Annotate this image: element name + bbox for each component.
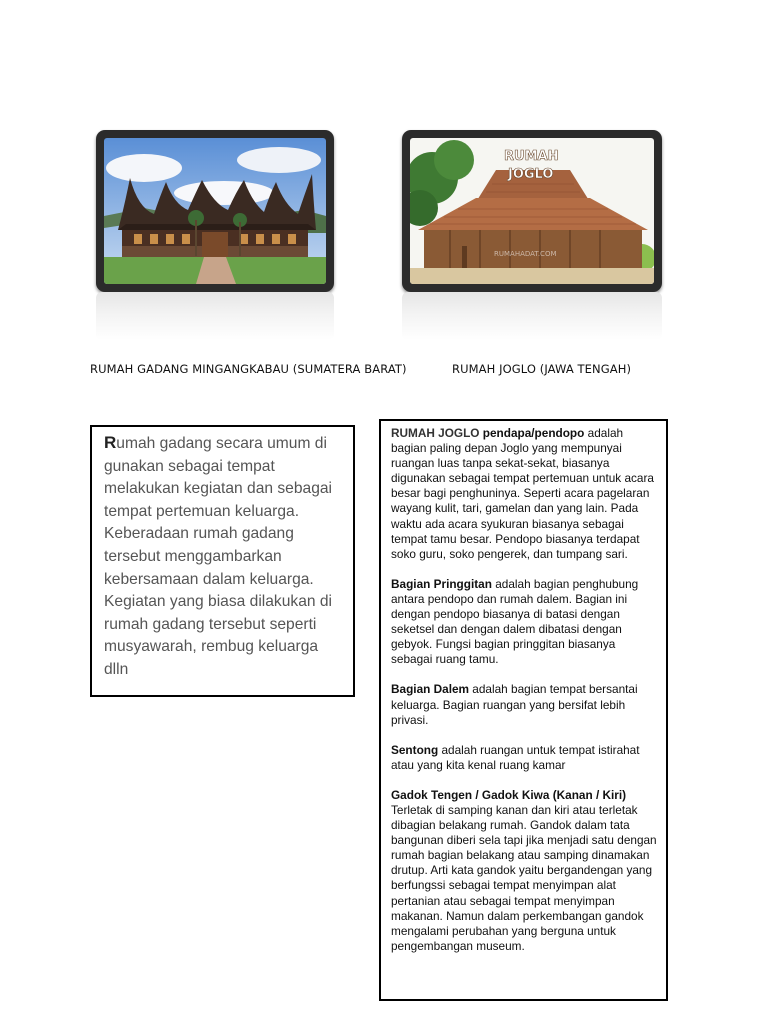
paragraph-dalem — [391, 682, 658, 727]
joglo-overlay-line1: RUMAH — [504, 149, 559, 164]
watermark-text: RUMAHADAT.COM — [494, 250, 557, 258]
rumah-gadang-illustration — [104, 138, 326, 284]
rumah-joglo-photo — [402, 130, 662, 292]
term-dalem: Bagian Dalem — [391, 682, 470, 697]
description-text: umah gadang secara umum di gunakan sebagai tempat melakukan kegiatan dan sebagai tempat pertemuan keluarga. Keberadaan rumah gadang tersebut menggambarkan kebersamaan dalam keluarga. Kegiatan yang biasa dilakukan di rumah gadang tersebut seperti musyawarah, rembug keluarga dlln — [104, 435, 333, 678]
rumah-joglo-illustration — [410, 138, 654, 284]
caption-rumah-gadang: RUMAH GADANG MINGANGKABAU (SUMATERA BARAT) — [90, 362, 407, 376]
caption-rumah-joglo: RUMAH JOGLO (JAWA TENGAH) — [452, 362, 632, 376]
paragraph-text: adalah bagian tempat bersantai keluarga. Bagian ruangan yang bersifat lebih privasi. — [391, 682, 638, 727]
paragraph-text: adalah ruangan untuk tempat istirahat atau yang kita kenal ruang kamar — [391, 742, 640, 772]
paragraph-text: Terletak di samping kanan dan kiri atau terletak dibagian belakang rumah. Gandok dalam tata bangunan diberi sela tapi jika menjadi satu dengan rumah bagian belakang atau samping dinamakan drutup. Arti kata gandok yaitu bergandengan yang berfungssi sebagai tempat menyimpan alat pertanian atau sebagai tempat menyimpan makanan. Namun dalam perkembangan gandok mengalami perubahan yang berguna untuk pengembangan museum. — [391, 802, 657, 953]
dropcap-letter: R — [104, 433, 117, 452]
paragraph-pendopo — [391, 426, 658, 562]
rumah-gadang-description — [104, 432, 343, 682]
rumah-gadang-photo — [96, 130, 334, 292]
term-pringgitan: Bagian Pringgitan — [391, 576, 492, 591]
paragraph-text: adalah bagian paling depan Joglo yang mempunyai ruangan luas tanpa sekat-sekat, biasanya digunakan sebagai tempat pertemuan untuk acara besar bagi penghuninya. Seperti acara pagelaran wayang kulit, tari, gamelan dan yang lain. Pada waktu ada acara syukuran biasanya sebagai tempat tamu besar. Pendopo biasanya terdapat soko guru, soko pengerek, dan tumpang sari. — [391, 426, 654, 561]
joglo-overlay-line2: JOGLO — [508, 167, 554, 182]
rumah-joglo-description-box — [379, 419, 668, 1001]
rumah-gadang-description-box — [90, 425, 355, 697]
paragraph-title: RUMAH JOGLO — [391, 426, 480, 440]
paragraph-pringgitan — [391, 577, 658, 668]
photo-reflection — [402, 292, 662, 340]
paragraph-text: adalah bagian penghubung antara pendopo dan rumah dalem. Bagian ini dengan pendopo biasanya di batasi dengan seketsel dan dengan dalem dibatasi dengan gebyok. Fungsi bagian pringgitan biasanya sebagai ruang tamu. — [391, 576, 639, 667]
paragraph-sentong — [391, 743, 658, 773]
term-gandok: Gadok Tengen / Gadok Kiwa (Kanan / Kiri) — [391, 787, 627, 802]
term-sentong: Sentong — [391, 742, 439, 757]
photo-reflection — [96, 292, 334, 340]
term-pendopo: pendapa/pendopo — [482, 426, 585, 440]
paragraph-gandok — [391, 788, 658, 954]
